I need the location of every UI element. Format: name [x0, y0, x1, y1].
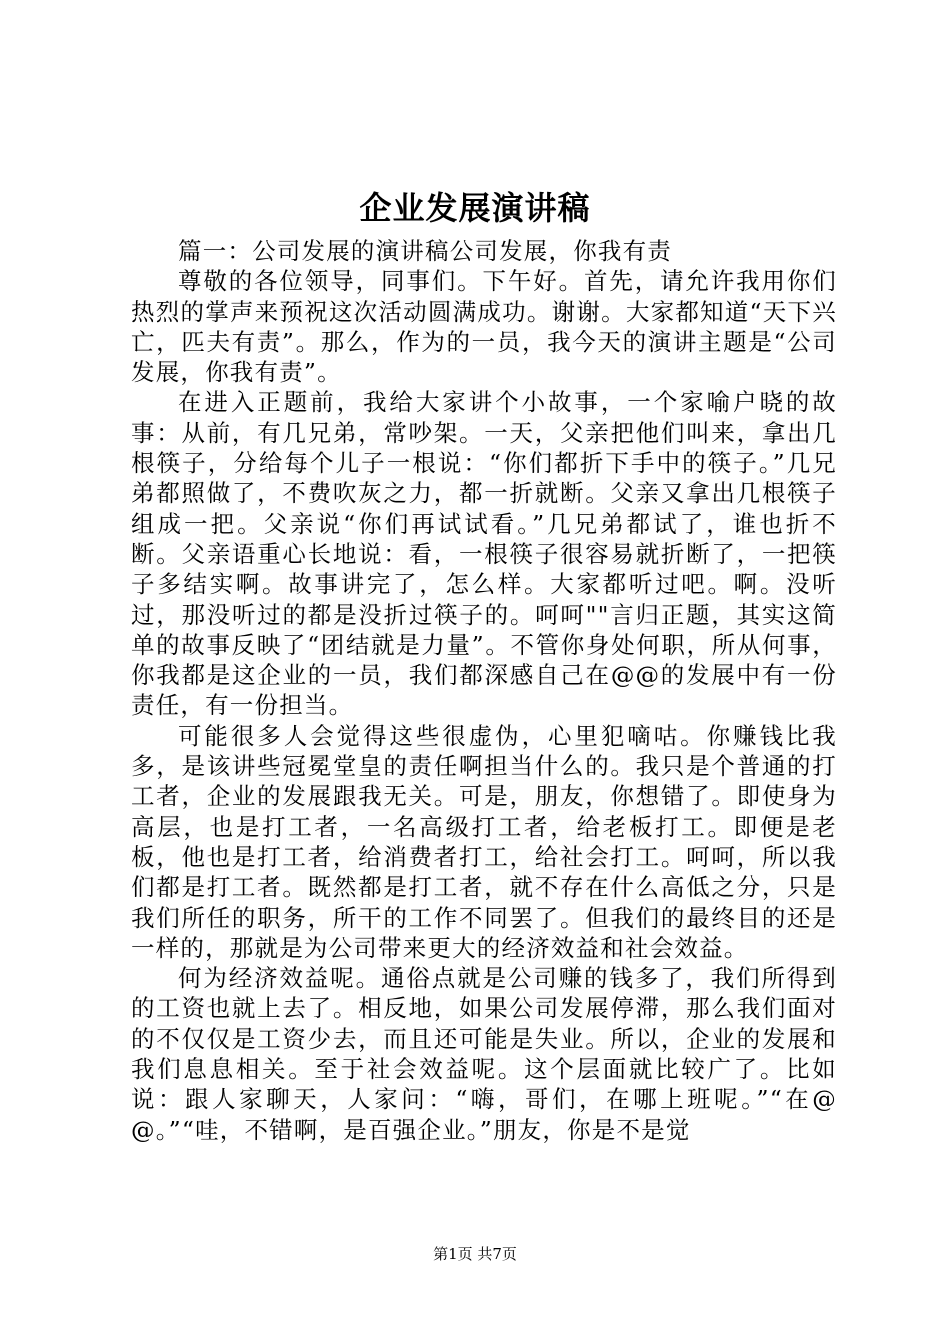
document-body [131, 236, 837, 1145]
paragraph-2: 尊敬的各位领导，同事们。下午好。首先，请允许我用你们热烈的掌声来预祝这次活动圆满成功。谢谢。大家都知道“天下兴亡，匹夫有责”。那么，作为的一员，我今天的演讲主题是“公司发展，你我有责”。 [131, 267, 837, 387]
document-title: 企业发展演讲稿 [359, 189, 591, 227]
paragraph-5: 何为经济效益呢。通俗点就是公司赚的钱多了，我们所得到的工资也就上去了。相反地，如果公司发展停滞，那么我们面对的不仅仅是工资少去，而且还可能是失业。所以，企业的发展和我们息息相关。至于社会效益呢。这个层面就比较广了。比如说：跟人家聊天，人家问：“嗨，哥们，在哪上班呢。”“在@@。”“哇，不错啊，是百强企业。”朋友，你是不是觉 [131, 964, 837, 1144]
paragraph-3: 在进入正题前，我给大家讲个小故事，一个家喻户晓的故事：从前，有几兄弟，常吵架。一天，父亲把他们叫来，拿出几根筷子，分给每个儿子一根说：“你们都折下手中的筷子。”几兄弟都照做了，不费吹灰之力，都一折就断。父亲又拿出几根筷子组成一把。父亲说“你们再试试看。”几兄弟都试了，谁也折不断。父亲语重心长地说：看，一根筷子很容易就折断了，一把筷子多结实啊。故事讲完了，怎么样。大家都听过吧。啊。没听过，那没听过的都是没折过筷子的。呵呵""言归正题，其实这简单的故事反映了“团结就是力量”。不管你身处何职，所从何事，你我都是这企业的一员，我们都深感自己在@@的发展中有一份责任，有一份担当。 [131, 388, 837, 720]
paragraph-1: 篇一：公司发展的演讲稿公司发展，你我有责 [178, 237, 672, 265]
paragraph-4: 可能很多人会觉得这些很虚伪，心里犯嘀咕。你赚钱比我多，是该讲些冠冕堂皇的责任啊担当什么的。我只是个普通的打工者，企业的发展跟我无关。可是，朋友，你想错了。即使身为高层，也是打工者，一名高级打工者，给老板打工。即便是老板，他也是打工者，给消费者打工，给社会打工。呵呵，所以我们都是打工者。既然都是打工者，就不存在什么高低之分，只是我们所任的职务，所干的工作不同罢了。但我们的最终目的还是一样的，那就是为公司带来更大的经济效益和社会效益。 [131, 721, 837, 962]
page-footer: 第1页 共7页 [433, 1245, 517, 1263]
